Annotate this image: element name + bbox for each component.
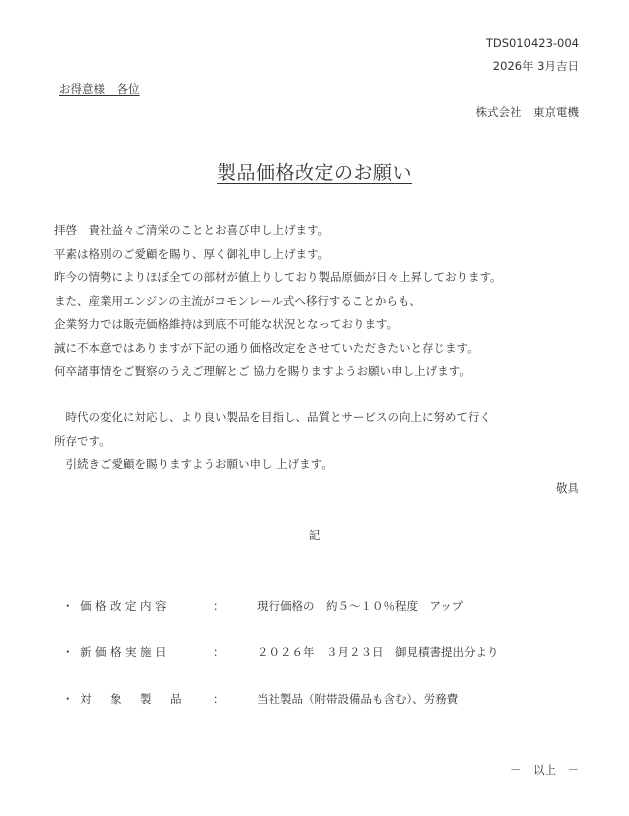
body-line: 昨今の情勢によりほぼ全ての部材が値上りしており製品原価が日々上昇しております。 [54,270,502,284]
item-value: 当社製品（附帯設備品も含む）、労務費 [257,692,459,706]
item-bullet: ・ [62,645,74,659]
body-line: 企業努力では販売価格維持は到底不可能な状況となっております。 [54,317,399,331]
document-number: TDS010423-004 [485,36,579,50]
body-line: また、産業用エンジンの主流がコモンレール式へ移行することからも、 [54,294,421,308]
issue-date: 2026年 3月吉日 [492,59,579,73]
item-bullet: ・ [62,692,74,706]
body-line: 時代の変化に対応し、より良い製品を目指し、品質とサービスの向上に努めて行く [54,410,491,424]
ki-heading: 記 [308,528,321,542]
body-line: 誠に不本意ではありますが下記の通り価格改定をさせていただきたいと存じます。 [54,341,479,355]
sender-company: 株式会社 東京電機 [475,105,579,119]
item-label: 対 象 製 品 [80,692,185,706]
body-line: 平素は格別のご愛顧を賜り、厚く御礼申し上げます。 [54,247,330,261]
document-title [0,158,629,185]
item-bullet: ・ [62,599,74,613]
body-line: 何卒諸事情をご賢察のうえご理解とご 協力を賜りますようお願い申し上げます。 [54,364,471,378]
closing-mark: － 以上 － [510,763,579,777]
item-colon: ： [213,692,225,706]
item-value: 現行価格の 約５～１０％程度 アップ [257,599,464,613]
item-label: 新価格実施日 [80,645,170,659]
item-value: ２０２６年 ３月２３日 御見積書提出分より [257,645,499,659]
item-colon: ： [213,645,225,659]
body-line: 引続きご愛顧を賜りますようお願い申し 上げます。 [54,457,333,471]
document-title-text: 製品価格改定のお願い [216,162,412,184]
item-label: 価格改定内容 [80,599,170,613]
body-line: 所存です。 [54,434,111,448]
item-colon: ： [213,599,225,613]
recipient: お得意様 各位 [59,82,140,96]
closing-salutation: 敬具 [556,481,579,495]
body-line: 拝啓 貴社益々ご清栄のこととお喜び申し上げます。 [54,223,330,237]
